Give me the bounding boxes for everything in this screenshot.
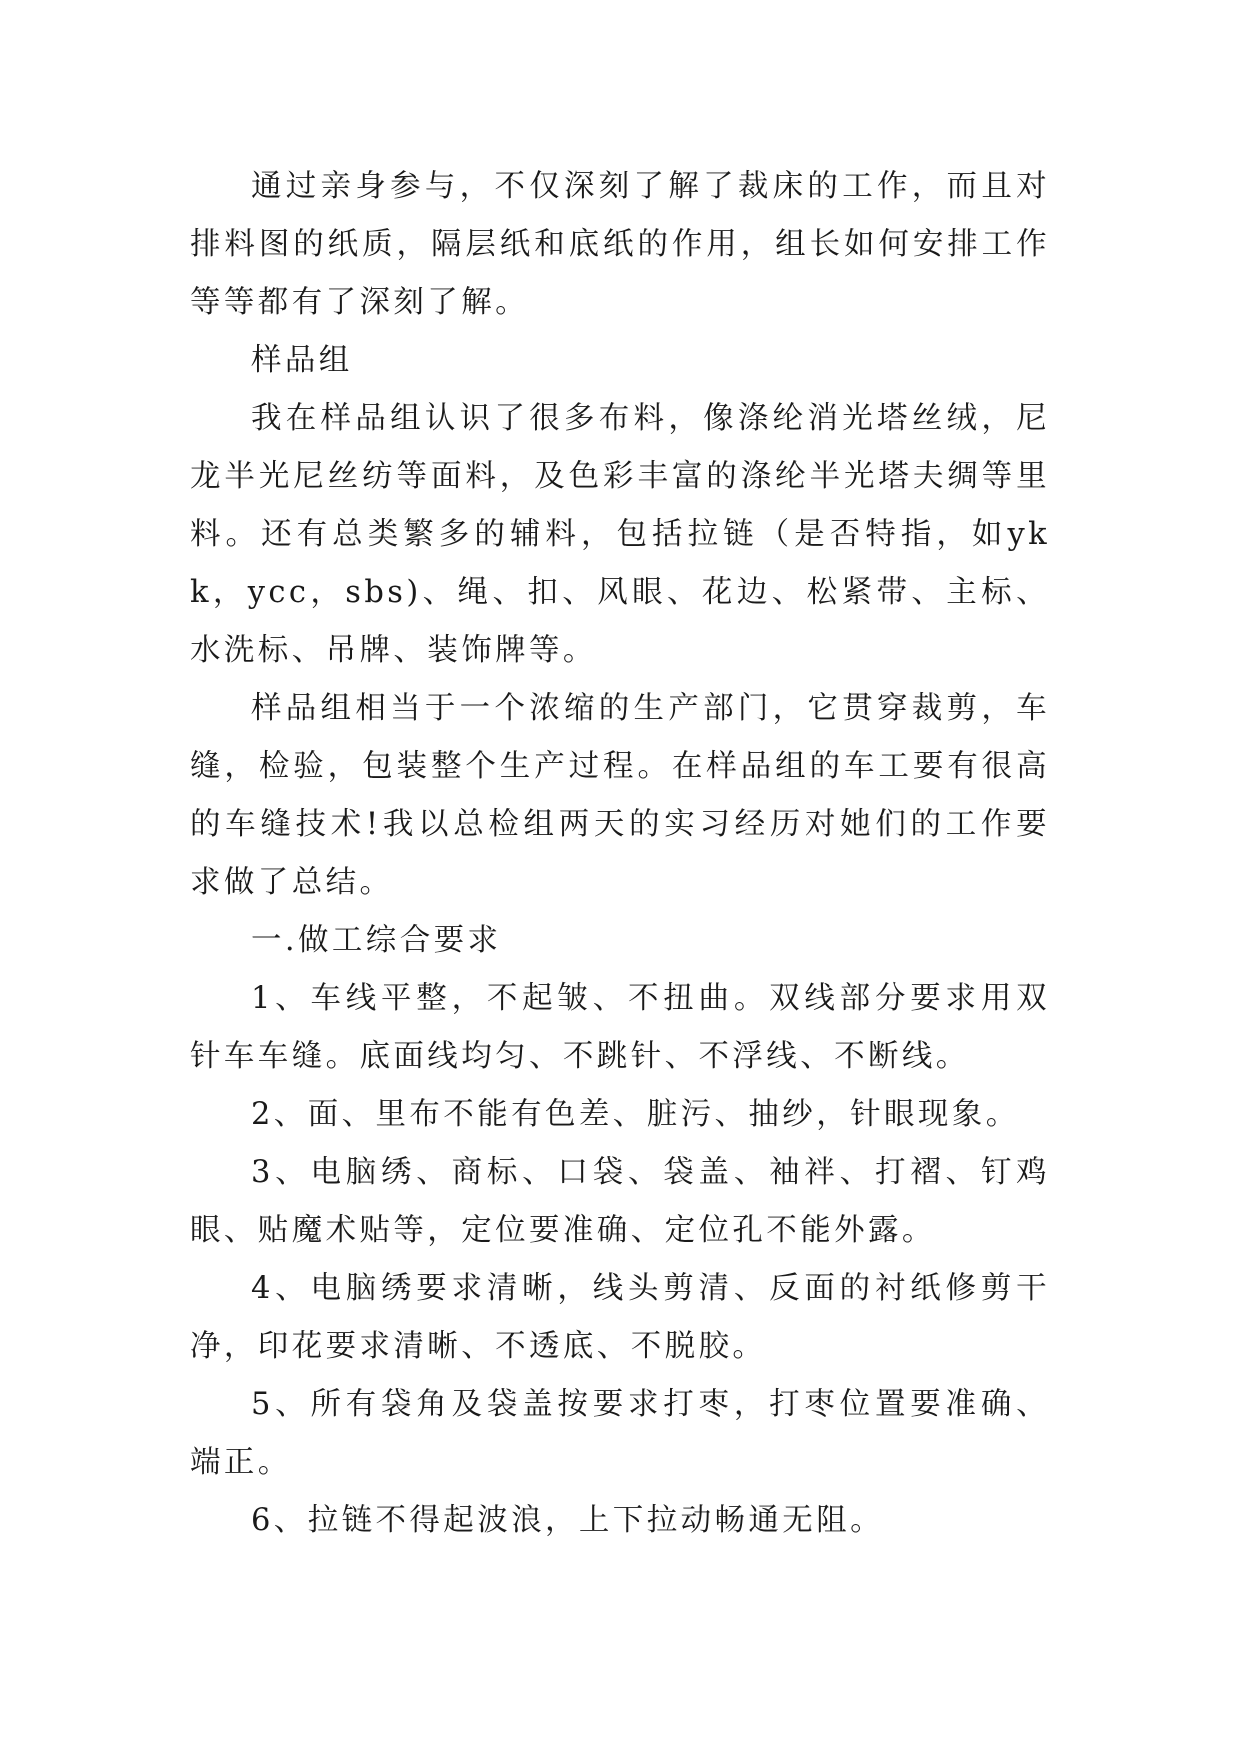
requirement-item-2: 2、面、里布不能有色差、脏污、抽纱，针眼现象。 — [251, 1097, 1020, 1132]
requirement-item-3: 3、电脑绣、商标、口袋、袋盖、袖袢、打褶、钉鸡眼、贴魔术贴等，定位要准确、定位孔不能外露。 — [190, 1155, 1050, 1248]
document-page — [190, 158, 1050, 1550]
requirement-item-4: 4、电脑绣要求清晰，线头剪清、反面的衬纸修剪干净，印花要求清晰、不透底、不脱胶。 — [190, 1271, 1050, 1364]
requirement-item-5: 5、所有袋角及袋盖按要求打枣，打枣位置要准确、端正。 — [190, 1387, 1050, 1480]
section-heading-workmanship: 一.做工综合要求 — [251, 923, 502, 958]
paragraph-fabrics: 我在样品组认识了很多布料，像涤纶消光塔丝绒，尼龙半光尼丝纺等面料，及色彩丰富的涤纶半光塔夫绸等里料。还有总类繁多的辅料，包括拉链（是否特指，如ykk，ycc，sbs)、绳、扣、风眼、花边、松紧带、主标、水洗标、吊牌、装饰牌等。 — [190, 401, 1050, 668]
paragraph-sample-group-role: 样品组相当于一个浓缩的生产部门，它贯穿裁剪，车缝，检验，包装整个生产过程。在样品组的车工要有很高的车缝技术!我以总检组两天的实习经历对她们的工作要求做了总结。 — [190, 691, 1050, 900]
paragraph-cutting-summary: 通过亲身参与，不仅深刻了解了裁床的工作，而且对排料图的纸质，隔层纸和底纸的作用，组长如何安排工作等等都有了深刻了解。 — [190, 169, 1050, 320]
requirement-item-6: 6、拉链不得起波浪，上下拉动畅通无阻。 — [251, 1503, 885, 1538]
section-heading-sample-group: 样品组 — [251, 343, 353, 378]
requirement-item-1: 1、车线平整，不起皱、不扭曲。双线部分要求用双针车车缝。底面线均匀、不跳针、不浮线、不断线。 — [190, 981, 1050, 1074]
